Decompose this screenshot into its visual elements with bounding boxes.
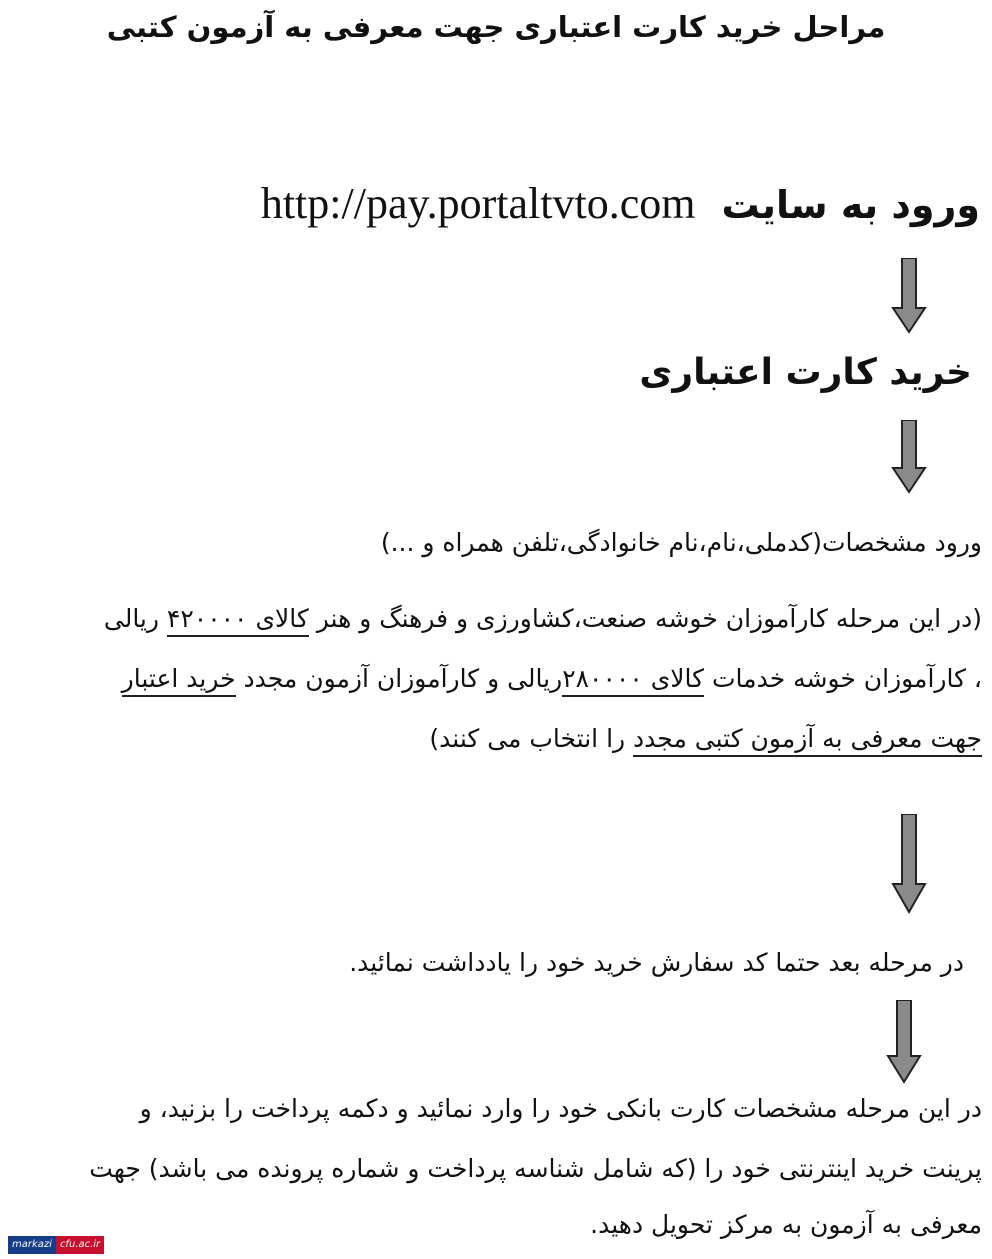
footer-stamp-left: markazi: [8, 1236, 56, 1254]
down-arrow-icon: [886, 1000, 922, 1084]
para1-text: ، کارآموزان خوشه خدمات: [704, 664, 982, 693]
para1-text: ریالی: [103, 604, 167, 633]
down-arrow-icon: [891, 258, 927, 334]
page-title: مراحل خرید کارت اعتباری جهت معرفی به آزمون کتبی: [106, 10, 886, 44]
para1-text: ریالی و کارآموزان آزمون مجدد: [235, 664, 563, 693]
product-280000: کالای ۲۸۰۰۰۰: [562, 664, 704, 697]
para1-text: (در این مرحله کارآموزان خوشه صنعت،کشاورزی و فرهنگ و هنر: [308, 604, 982, 633]
order-code-instruction: در مرحله بعد حتما کد سفارش خرید خود را یادداشت نمائید.: [349, 948, 964, 977]
payment-instruction-line: در این مرحله مشخصات کارت بانکی خود را وارد نمائید و دکمه پرداخت را بزنید، و: [139, 1094, 982, 1123]
footer-stamp-right: cfu.ac.ir: [56, 1236, 104, 1254]
payment-instruction-line: پرینت خرید اینترنتی خود را (که شامل شناسه پرداخت و شماره پرونده می باشد) جهت: [89, 1154, 982, 1183]
para1-line: [104, 604, 982, 633]
payment-instruction-line: معرفی به آزمون به مرکز تحویل دهید.: [590, 1210, 982, 1239]
site-url[interactable]: http://pay.portaltvto.com: [260, 179, 696, 228]
down-arrow-icon: [891, 420, 927, 494]
product-retake-cont: جهت معرفی به آزمون کتبی مجدد: [633, 724, 982, 757]
footer-stamp: [8, 1236, 124, 1254]
product-retake: خرید اعتبار: [122, 664, 236, 697]
down-arrow-icon: [891, 814, 927, 914]
step-visit-site: [261, 178, 980, 229]
identity-instruction: ورود مشخصات(کدملی،نام،نام خانوادگی،تلفن همراه و ...): [380, 528, 982, 557]
para1-text: را انتخاب می کنند): [429, 724, 634, 753]
para1-line: [429, 724, 982, 753]
para1-line: [122, 664, 982, 693]
step-visit-site-label: ورود به سایت: [721, 183, 980, 227]
product-420000: کالای ۴۲۰۰۰۰: [167, 604, 309, 637]
step-buy-credit-card: خرید کارت اعتباری: [639, 352, 972, 393]
